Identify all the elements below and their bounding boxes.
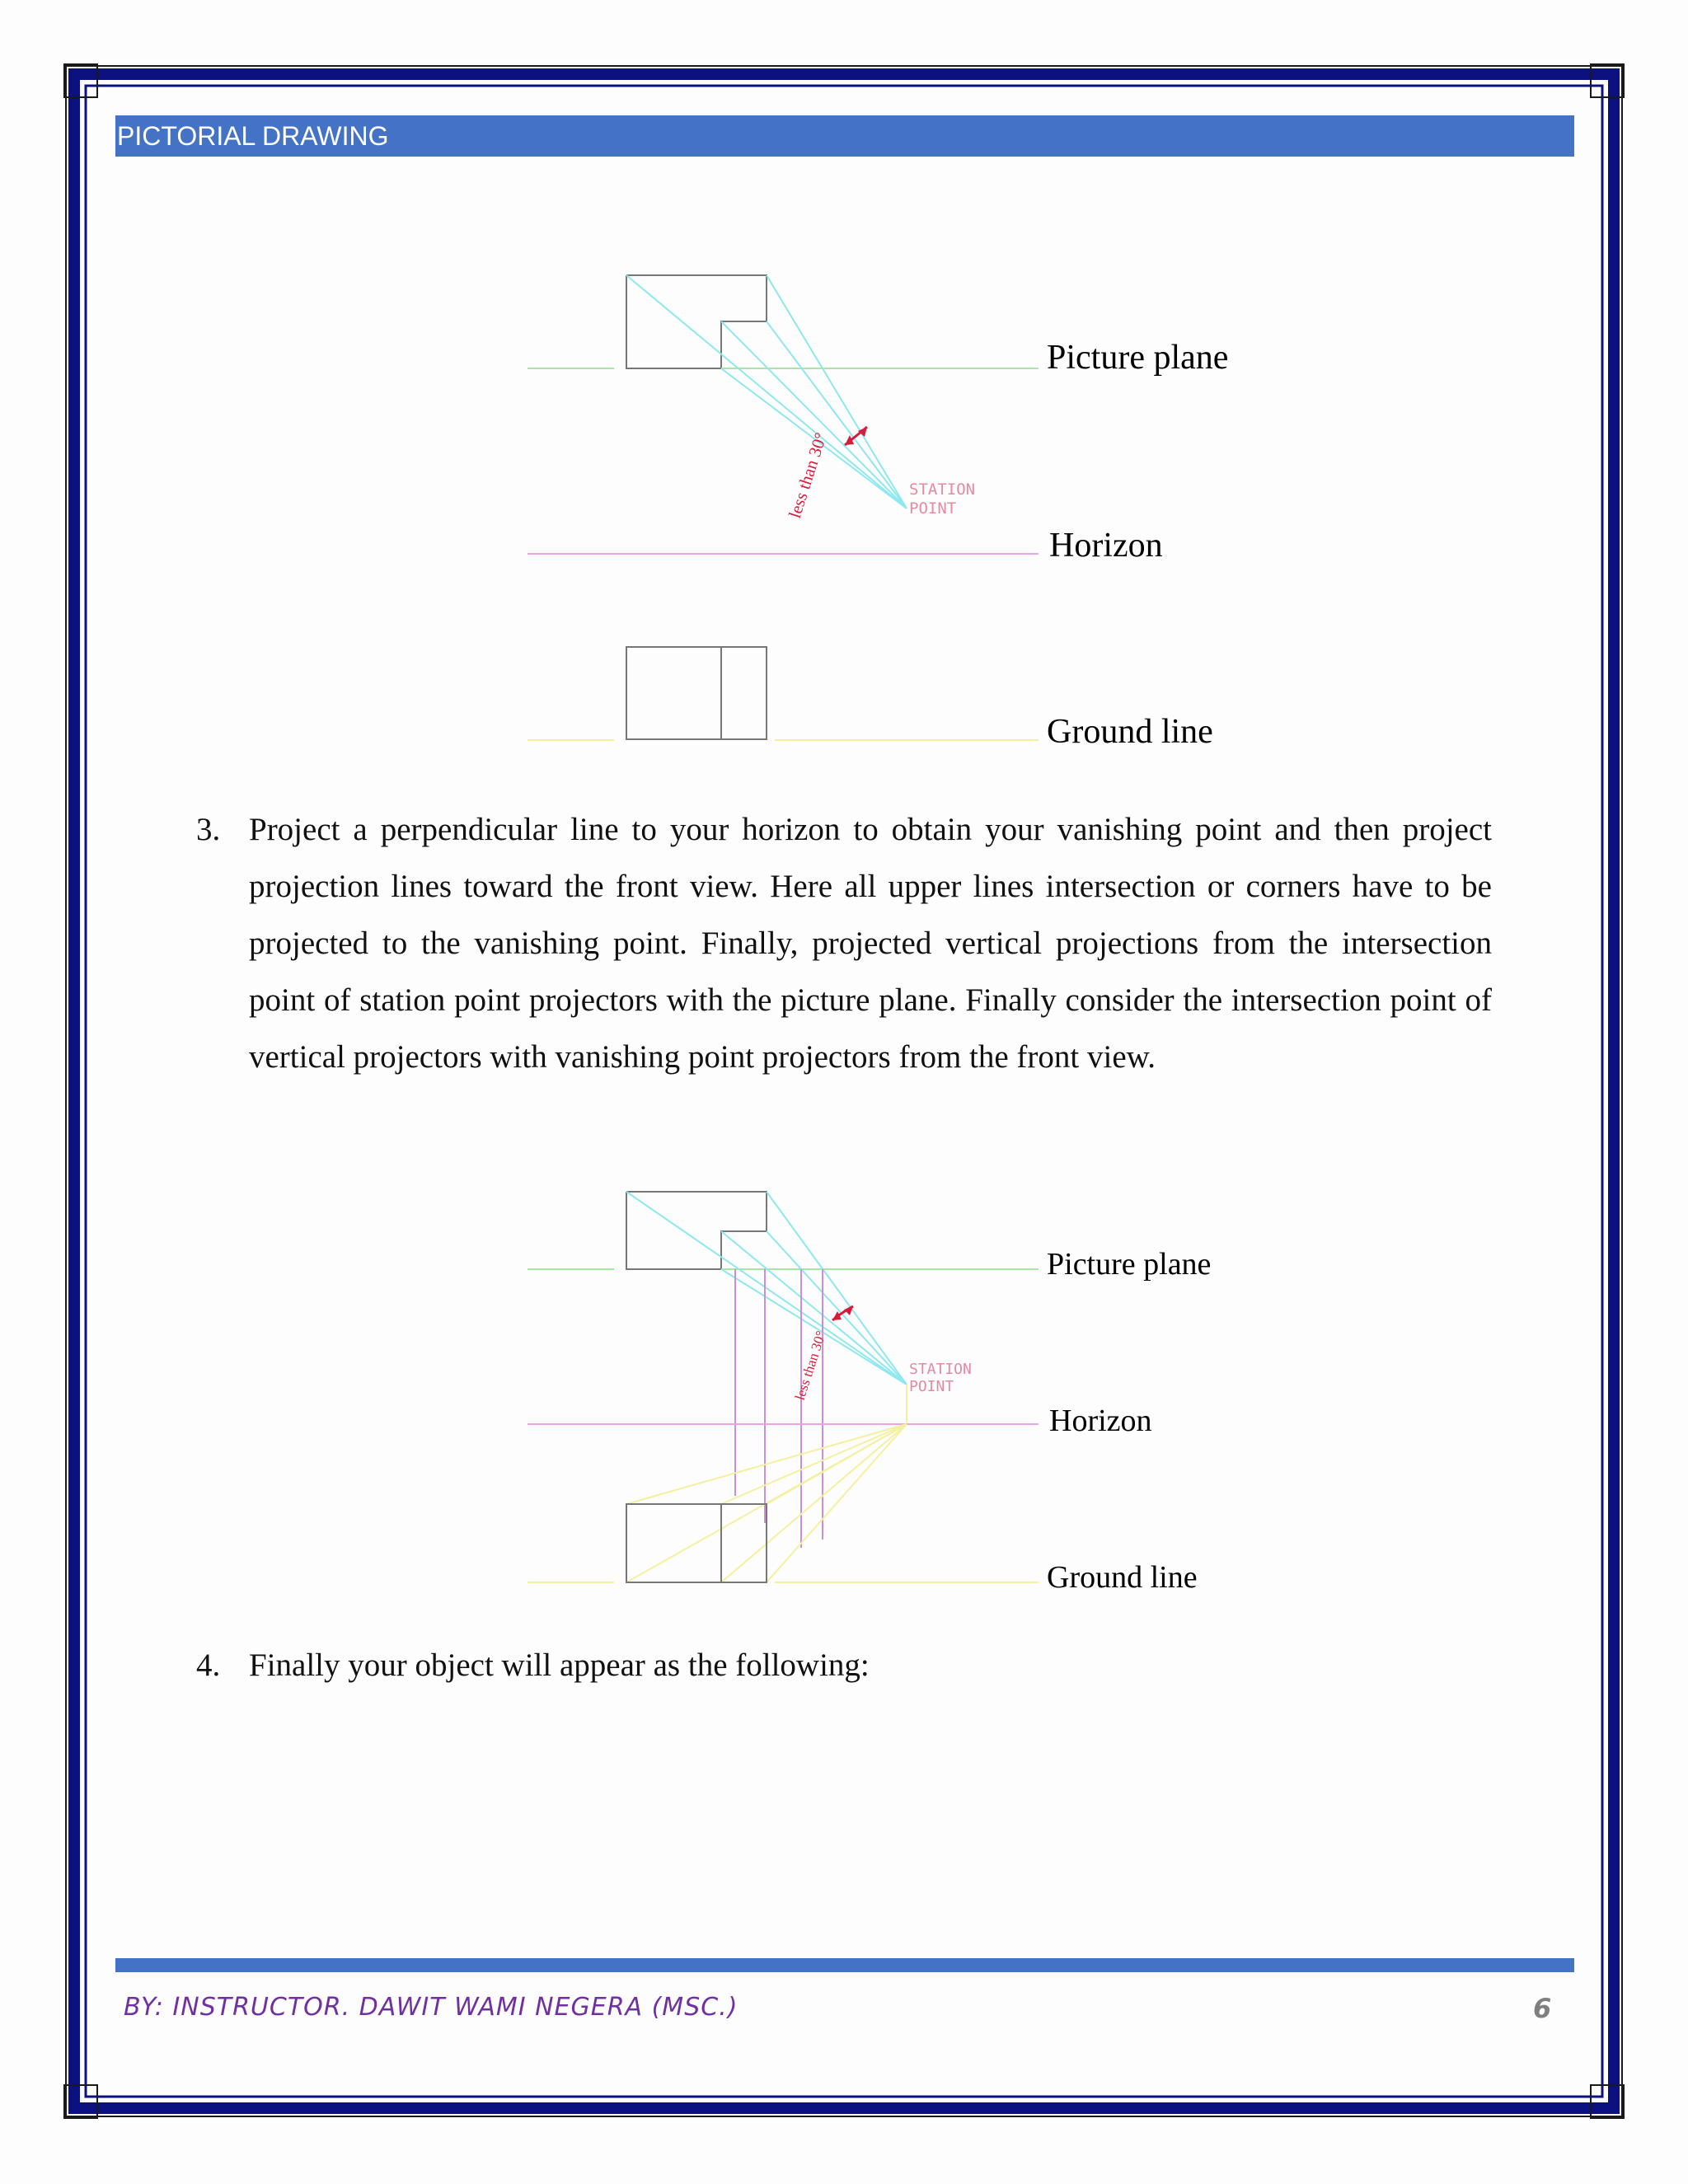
station-point-label: POINT xyxy=(909,1378,954,1395)
vanishing-point-figure xyxy=(495,1179,1236,1595)
ground-line-label: Ground line xyxy=(1047,1560,1198,1595)
step-3 xyxy=(196,801,1492,1085)
angle-label: less than 30° xyxy=(784,429,831,521)
projector-line xyxy=(767,275,907,509)
picture-plane-label: Picture plane xyxy=(1047,339,1229,377)
ground-line-label: Ground line xyxy=(1047,713,1213,751)
step-text: Project a perpendicular line to your horizon to obtain your vanishing point and then project projection lines toward the front view. Here all upper lines intersection or corners have to be projected to the vanishing point. Finally, projected vertical projections from the intersection point of station point projectors with the picture plane. Finally consider the intersection point of vertical projectors with vanishing point projectors from the front view. xyxy=(249,812,1492,1075)
station-point-label: STATION xyxy=(909,1361,972,1378)
footer-bar xyxy=(115,1958,1574,1972)
station-point-label: STATION xyxy=(909,480,976,499)
header-title: PICTORIAL DRAWING xyxy=(115,115,1574,157)
front-view-outline xyxy=(626,647,767,739)
page-number: 6 xyxy=(1533,1993,1552,2024)
step-number: 4. xyxy=(196,1647,221,1683)
top-view-outline xyxy=(626,1192,767,1269)
projector-line xyxy=(767,321,907,509)
vanishing-projector xyxy=(626,1424,907,1504)
perspective-setup-figure xyxy=(495,264,1236,775)
vanishing-projector xyxy=(721,1424,907,1504)
station-point-label: POINT xyxy=(909,499,957,518)
step-text: Finally your object will appear as the following: xyxy=(249,1647,870,1683)
angle-label: less than 30° xyxy=(791,1329,829,1403)
footer-author: BY: INSTRUCTOR. DAWIT WAMI NEGERA (MSC.) xyxy=(124,1993,738,2022)
projector-line xyxy=(767,1192,907,1385)
projector-line xyxy=(767,1231,907,1385)
figure-2-drawing xyxy=(495,1179,1236,1591)
vanishing-projector xyxy=(767,1424,907,1582)
step-number: 3. xyxy=(196,812,221,847)
horizon-label: Horizon xyxy=(1049,1404,1152,1438)
step-4 xyxy=(196,1637,1492,1694)
top-view-outline xyxy=(626,275,767,368)
picture-plane-label: Picture plane xyxy=(1047,1247,1212,1282)
horizon-label: Horizon xyxy=(1049,527,1163,565)
